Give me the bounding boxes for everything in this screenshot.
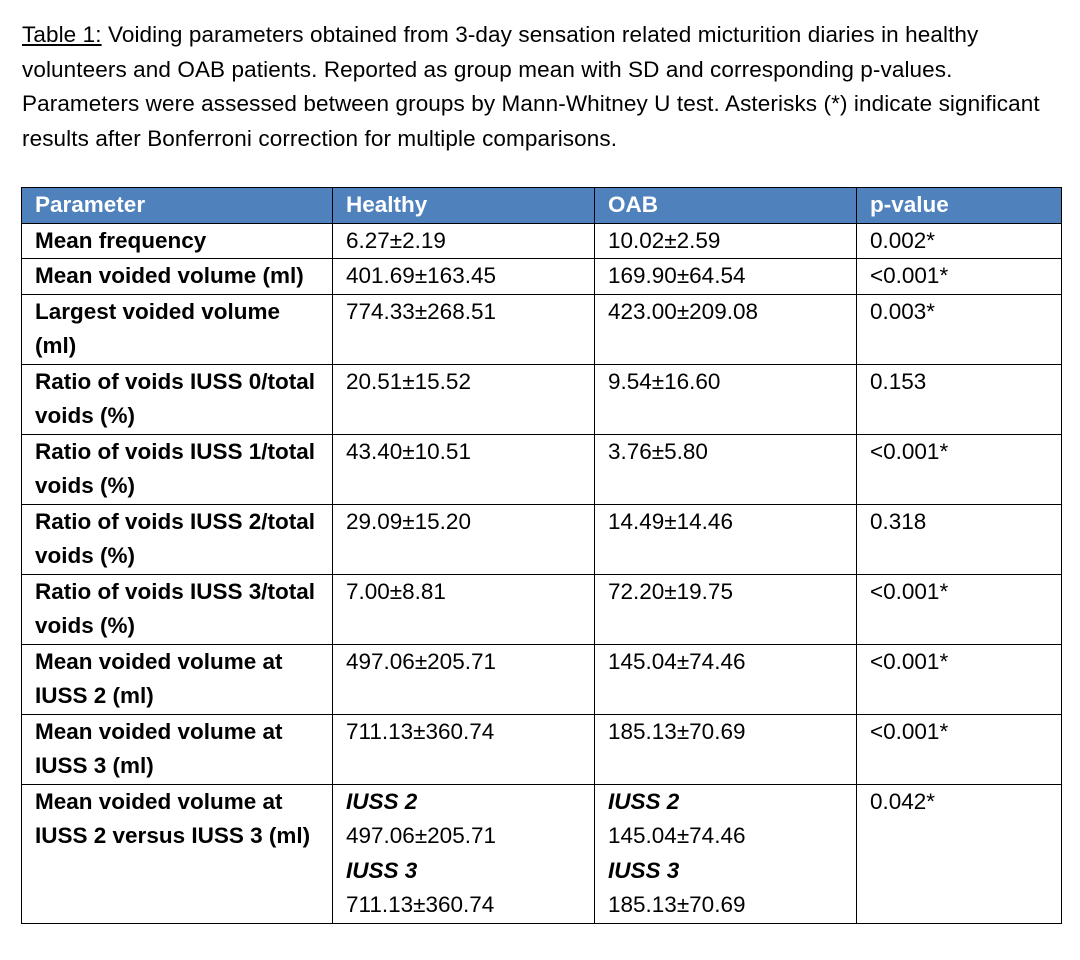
table-row	[22, 294, 1062, 364]
header-parameter: Parameter	[22, 188, 333, 224]
parameter-cell: Mean frequency	[22, 223, 333, 259]
value-iuss3: 185.13±70.69	[608, 892, 746, 917]
table-caption	[22, 18, 1067, 156]
value-iuss3: 711.13±360.74	[346, 892, 495, 917]
sublabel-iuss2: IUSS 2	[608, 788, 680, 814]
parameter-cell: Mean voided volume at IUSS 2 versus IUSS 3 (ml)	[22, 784, 333, 923]
healthy-cell: 43.40±10.51	[333, 434, 595, 504]
sublabel-iuss3: IUSS 3	[608, 857, 680, 883]
parameter-cell: Mean voided volume at IUSS 2 (ml)	[22, 644, 333, 714]
oab-cell: 72.20±19.75	[595, 574, 857, 644]
healthy-cell: 497.06±205.71	[333, 644, 595, 714]
parameter-cell: Largest voided volume (ml)	[22, 294, 333, 364]
caption-label: Table 1:	[22, 22, 102, 47]
parameter-cell: Ratio of voids IUSS 2/total voids (%)	[22, 504, 333, 574]
p-value-cell: <0.001*	[857, 644, 1062, 714]
parameter-cell: Ratio of voids IUSS 1/total voids (%)	[22, 434, 333, 504]
oab-cell: 10.02±2.59	[595, 223, 857, 259]
p-value-cell: 0.042*	[857, 784, 1062, 923]
p-value-cell: <0.001*	[857, 574, 1062, 644]
healthy-cell: 20.51±15.52	[333, 364, 595, 434]
healthy-cell: 6.27±2.19	[333, 223, 595, 259]
header-healthy: Healthy	[333, 188, 595, 224]
oab-cell	[595, 784, 857, 923]
table-row	[22, 644, 1062, 714]
healthy-cell: 711.13±360.74	[333, 714, 595, 784]
header-p-value: p-value	[857, 188, 1062, 224]
table-row	[22, 714, 1062, 784]
oab-cell: 3.76±5.80	[595, 434, 857, 504]
oab-cell: 185.13±70.69	[595, 714, 857, 784]
table-row	[22, 259, 1062, 295]
oab-cell: 169.90±64.54	[595, 259, 857, 295]
sublabel-iuss2: IUSS 2	[346, 788, 418, 814]
oab-cell: 9.54±16.60	[595, 364, 857, 434]
healthy-cell	[333, 784, 595, 923]
table-row-comparison	[22, 784, 1062, 923]
header-oab: OAB	[595, 188, 857, 224]
oab-cell: 423.00±209.08	[595, 294, 857, 364]
voiding-parameters-table	[21, 187, 1062, 924]
p-value-cell: 0.153	[857, 364, 1062, 434]
p-value-cell: 0.002*	[857, 223, 1062, 259]
table-row	[22, 223, 1062, 259]
parameter-cell: Mean voided volume at IUSS 3 (ml)	[22, 714, 333, 784]
p-value-cell: 0.318	[857, 504, 1062, 574]
parameter-cell: Ratio of voids IUSS 3/total voids (%)	[22, 574, 333, 644]
p-value-cell: <0.001*	[857, 259, 1062, 295]
oab-cell: 14.49±14.46	[595, 504, 857, 574]
healthy-cell: 774.33±268.51	[333, 294, 595, 364]
value-iuss2: 145.04±74.46	[608, 823, 746, 848]
header-row	[22, 188, 1062, 224]
table-row	[22, 364, 1062, 434]
sublabel-iuss3: IUSS 3	[346, 857, 418, 883]
value-iuss2: 497.06±205.71	[346, 823, 496, 848]
p-value-cell: 0.003*	[857, 294, 1062, 364]
oab-cell: 145.04±74.46	[595, 644, 857, 714]
table-row	[22, 434, 1062, 504]
p-value-cell: <0.001*	[857, 434, 1062, 504]
healthy-cell: 7.00±8.81	[333, 574, 595, 644]
caption-text: Voiding parameters obtained from 3-day sensation related micturition diaries in healthy volunteers and OAB patients. Reported as group mean with SD and corresponding p-values. Parameters were assessed between groups by Mann-Whitney U test. Asterisks (*) indicate significant results after Bonferroni correction for multiple comparisons.	[22, 22, 1040, 151]
healthy-cell: 29.09±15.20	[333, 504, 595, 574]
table-row	[22, 574, 1062, 644]
p-value-cell: <0.001*	[857, 714, 1062, 784]
table-row	[22, 504, 1062, 574]
healthy-cell: 401.69±163.45	[333, 259, 595, 295]
parameter-cell: Ratio of voids IUSS 0/total voids (%)	[22, 364, 333, 434]
parameter-cell: Mean voided volume (ml)	[22, 259, 333, 295]
